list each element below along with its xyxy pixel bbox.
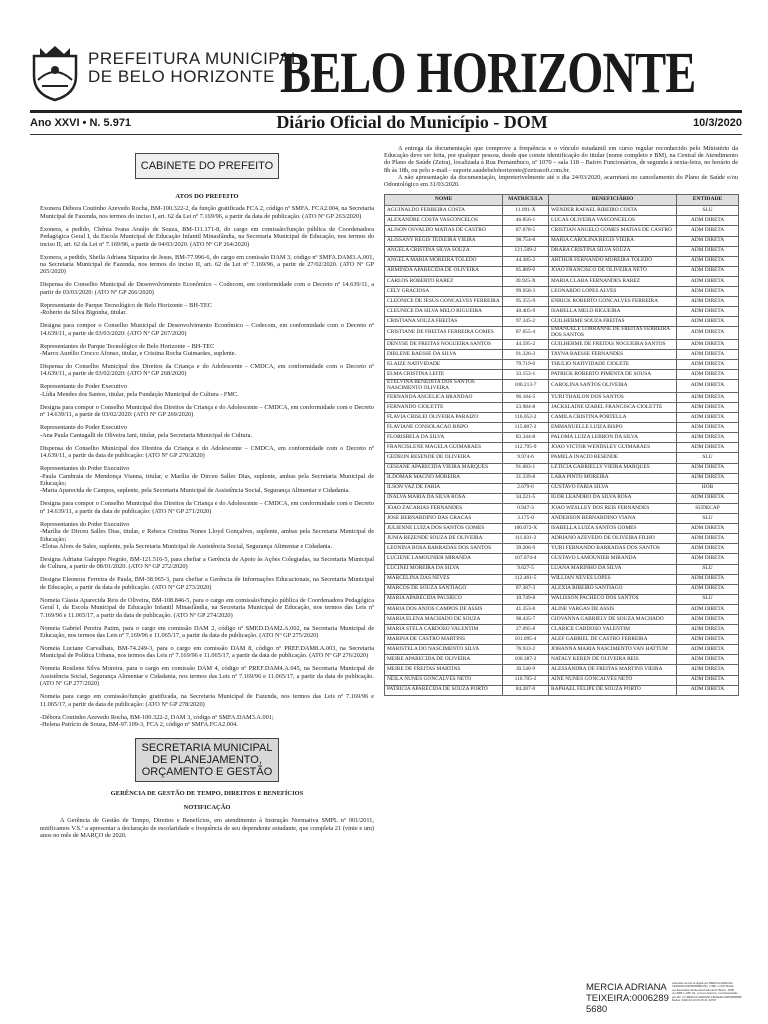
cell-beneficiario: AINE NUNES GONCALVES NETO xyxy=(549,675,677,685)
cell-beneficiario: ALINE VARGAS DE ASSIS xyxy=(549,604,677,614)
cell-matricula: 110.705-2 xyxy=(503,675,549,685)
cell-matricula: 111.031-2 xyxy=(503,534,549,544)
cell-nome: ILDOMAR MAGNO MOREIRA xyxy=(385,473,503,483)
cell-entidade: ADM DIRETA xyxy=(677,327,739,340)
cell-entidade: ADM DIRETA xyxy=(677,655,739,665)
dependents-table xyxy=(384,194,739,696)
act-paragraph: Nomeia Rosilene Silva Moreira, para o cargo em comissão DAM 4, código nº PREF.DAM4.A.045, na Secretaria Municipal de Assistência Social, Segurança Alimentar e Cidadania, nos termos das Leis nº 7.169/96 e 11.065/17, a partir da data de publicação. (ATO Nº GP 277/2020) xyxy=(40,665,374,688)
cell-matricula: 121.509-2 xyxy=(503,246,549,256)
cell-nome: JOSE BERNARDINO DAS GRACAS xyxy=(385,514,503,524)
table-row xyxy=(385,594,739,604)
cell-nome: CRISTIANA SOUZA FREITAS xyxy=(385,317,503,327)
cell-nome: FLAVIA CRISLEI OLIVEIRA PARAIZO xyxy=(385,413,503,423)
cell-entidade: ADM DIRETA xyxy=(677,266,739,276)
cell-nome: ANGELA CRISTINA SILVA SOUZA xyxy=(385,246,503,256)
cell-beneficiario: IGOR LEANDRO DA SILVA ROSA xyxy=(549,493,677,503)
column-header-entidade: ENTIDADE xyxy=(677,195,739,206)
act-paragraph: Dispensa do Conselho Municipal dos Direitos da Criança e do Adolescente - CMDCA, em conformidade com o Decreto nº 14.639/11, a partir de 03/02/2020: (ATO Nº GP 268/2020) xyxy=(40,363,374,378)
table-row xyxy=(385,297,739,307)
cell-matricula: 10.749-8 xyxy=(503,594,549,604)
cell-matricula: 115.807-2 xyxy=(503,423,549,433)
act-paragraph: Representante do Poder Executivo -Ana Paula Cantagalli de Oliveira Iani, titular, pela Secretaria Municipal de Cultura. xyxy=(40,424,253,439)
cell-entidade: ADM DIRETA xyxy=(677,423,739,433)
cell-nome: FERNANDA ANGELICA BRANDAO xyxy=(385,392,503,402)
cell-nome: NEILA NUNES GONCALVES NETO xyxy=(385,675,503,685)
cell-entidade: HOB xyxy=(677,483,739,493)
cell-entidade: ADM DIRETA xyxy=(677,216,739,226)
cell-matricula: 100.213-7 xyxy=(503,380,549,393)
table-row xyxy=(385,514,739,524)
cell-matricula: 79.719-0 xyxy=(503,360,549,370)
cell-entidade: SLU xyxy=(677,594,739,604)
notification-instructions xyxy=(384,145,738,188)
table-header-row xyxy=(385,195,739,206)
cell-matricula: 91.683-1 xyxy=(503,463,549,473)
cell-entidade: ADM DIRETA xyxy=(677,635,739,645)
cell-nome: CLEUNICE DA SILVA MELO RIGUEIRA xyxy=(385,307,503,317)
act-paragraph: Nomeia para cargo em comissão/função gratificada, na Secretaria Municipal de Fazenda, nos termos das Leis nº 7.169/96 e 11.065/17, a partir da data de publicação: (ATO Nº GP 278/2020) xyxy=(40,693,374,708)
cell-nome: ILSON VAZ DE FARIA xyxy=(385,483,503,493)
table-row xyxy=(385,544,739,554)
cell-beneficiario: YURI FERNANDO BARRADAS DOS SANTOS xyxy=(549,544,677,554)
cell-entidade: ADM DIRETA xyxy=(677,339,739,349)
cell-entidade: ADM DIRETA xyxy=(677,534,739,544)
cell-beneficiario: THULIO NATIVIDADE CIOLETE xyxy=(549,360,677,370)
cell-matricula: 87.387-3 xyxy=(503,584,549,594)
cell-entidade: ADM DIRETA xyxy=(677,246,739,256)
cell-nome: JOAO ZACARIAS FERNANDES xyxy=(385,503,503,513)
cell-nome: AGUINALDO FERREIRA COSTA xyxy=(385,206,503,216)
cell-beneficiario: DRARA CRISTINA SILVA SOUZA xyxy=(549,246,677,256)
table-row xyxy=(385,534,739,544)
cell-matricula: 98.435-7 xyxy=(503,614,549,624)
signature-stamp xyxy=(586,982,669,1015)
cell-matricula: 23.984-8 xyxy=(503,403,549,413)
act-paragraph: Exonera, a pedido, Chênia Ivana Araújo de Souza, BM-111.171-8, do cargo em comissão/função pública de Coordenadora Pedagógica Geral I, da Escola Municipal de Educação Infantil Minasfândia, na Secretaria Municipal de Educação, nos termos do inciso II, art. 62 da Lei nº 7.169/96, a partir de 04/03/2020. (ATO Nº GP 264/2020) xyxy=(40,225,374,248)
table-row xyxy=(385,226,739,236)
cell-beneficiario: ENRICK ROBERTO GONCALVES FERREIRA xyxy=(549,297,677,307)
edition-bar xyxy=(30,110,742,132)
cell-beneficiario: JOHANNA MARIA NASCIMENTO VAN HATTUM xyxy=(549,645,677,655)
cell-entidade: SLU xyxy=(677,514,739,524)
cell-nome: FLAVIANE CONSOLACAO BISPO xyxy=(385,423,503,433)
cell-matricula: 40.405-9 xyxy=(503,307,549,317)
cell-entidade: SLU xyxy=(677,206,739,216)
prefeitura-line-2: DE BELO HORIZONTE xyxy=(88,67,276,86)
cell-nome: LEONINA ROSA BARRADAS DOS SANTOS xyxy=(385,544,503,554)
cell-matricula: 46.856-1 xyxy=(503,216,549,226)
table-row xyxy=(385,483,739,493)
cell-entidade: ADM DIRETA xyxy=(677,524,739,534)
cell-nome: CLEONICE DE JESUS GONCALVES FERREIRA xyxy=(385,297,503,307)
cell-matricula: 100.072-X xyxy=(503,524,549,534)
signer-name-line-3: 5680 xyxy=(586,1004,608,1015)
cell-nome: CRISTIANE DE FREITAS FERREIRA GOMES xyxy=(385,327,503,340)
cell-beneficiario: GUILHERME SOUZA FREITAS xyxy=(549,317,677,327)
act-paragraph: Designa Eleonora Ferreira de Paula, BM-38.965-3, para chefiar a Gerência de Informações Educacionais, na Secretaria Municipal de Educação, a partir da data de publicação. (ATO Nº GP 273/2020) xyxy=(40,576,374,591)
cell-beneficiario: JOAO WESLLEY DOS REIS FERNANDES xyxy=(549,503,677,513)
table-row xyxy=(385,317,739,327)
act-paragraph: Representante do Poder Executivo -Lídia Mendes dos Santos, titular, pela Fundação Municipal de Cultura - FMC. xyxy=(40,383,239,398)
signature-details: Assinado de forma digital por MERCIA ADRIANA TEIXEIRA:00062895680 DN: c=BR, o=ICP-Brasil, ou=Secretaria da Receita Federal do Brasil - RFB, ou=RFB e-CPF A3, ou=(em branco), ou=Autenticado por AR, cn=MERCIA ADRIANA TEIXEIRA:00062895680 Dados: 2020.03.10 00:15:11 -03'00' xyxy=(672,981,742,1003)
cell-entidade: ADM DIRETA xyxy=(677,317,739,327)
table-row xyxy=(385,655,739,665)
cell-beneficiario: EMMANUELLE LUIZA BISPO xyxy=(549,423,677,433)
act-paragraph: Designa Adriana Galuppo Negrão, BM-121.516-5, para chefiar a Gerência de Apoio às Ações Colegiadas, na Secretaria Municipal de Cultura, a partir de 08/01/2020. (ATO Nº GP 272/2020) xyxy=(40,555,374,571)
publication-date: 10/3/2020 xyxy=(693,116,742,129)
cell-matricula: 39.925-X xyxy=(503,276,549,286)
cell-beneficiario: CLARICE CARDOSO VALENTIM xyxy=(549,625,677,635)
cell-matricula: 96.184-5 xyxy=(503,392,549,402)
table-row xyxy=(385,665,739,675)
column-header-beneficiario: BENEFICIÁRIO xyxy=(549,195,677,206)
act-paragraph: Designa para compor o Conselho Municipal dos Direitos da Criança e do Adolescente – CMDCA, em conformidade com o Decreto nº 14.639/11, a partir de 03/02/2020: (ATO Nº GP 269/2020) xyxy=(40,403,374,419)
act-paragraph: Nomeia Cássia Aparecida Reis de Oliveira, BM-108.846-5, para o cargo em comissão/função pública de Coordenadora Pedagógica Geral I, da Escola Municipal de Educação Infantil Minasfândia, na Secretaria Municipal de Educação, nos termos das Leis nº 7.169/96 e 11.065/17, a partir da data de publicação. (ATO Nº GP 274/2020) xyxy=(40,596,374,619)
table-row xyxy=(385,604,739,614)
cell-entidade: ADM DIRETA xyxy=(677,544,739,554)
cell-nome: INALVA MARIA DA SILVA ROSA xyxy=(385,493,503,503)
cell-entidade: ADM DIRETA xyxy=(677,403,739,413)
table-row xyxy=(385,473,739,483)
cell-entidade: ADM DIRETA xyxy=(677,604,739,614)
cell-beneficiario: LARA PINTO MOREIRA xyxy=(549,473,677,483)
left-column xyxy=(40,145,374,845)
cell-nome: GESIANE APARECIDA VIEIRA MARQUES xyxy=(385,463,503,473)
cell-matricula: 30.540-9 xyxy=(503,665,549,675)
cell-entidade: ADM DIRETA xyxy=(677,276,739,286)
cell-nome: LUCIENE LAMOUNIER MIRANDA xyxy=(385,554,503,564)
cell-nome: MARIA DOS ANJOS CAMPOS DE ASSIS xyxy=(385,604,503,614)
cell-entidade: ADM DIRETA xyxy=(677,463,739,473)
cell-entidade: ADM DIRETA xyxy=(677,574,739,584)
cell-matricula: 31.339-8 xyxy=(503,473,549,483)
table-row xyxy=(385,246,739,256)
signer-name-line-1: MERCIA ADRIANA xyxy=(586,982,667,993)
table-row xyxy=(385,625,739,635)
table-row xyxy=(385,286,739,296)
table-row xyxy=(385,463,739,473)
cell-matricula: 112.461-5 xyxy=(503,574,549,584)
cell-beneficiario: YURI THAILON DOS SANTOS xyxy=(549,392,677,402)
cell-beneficiario: ALESSANDRA DE FREITAS MARTINS VIEIRA xyxy=(549,665,677,675)
cell-beneficiario: LUANA MARINHO DA SILVA xyxy=(549,564,677,574)
cell-matricula: 112.795-9 xyxy=(503,443,549,453)
cell-beneficiario: WALISSON PACHECO DOS SANTOS xyxy=(549,594,677,604)
section-header-planejamento: SECRETARIA MUNICIPAL DE PLANEJAMENTO, ORÇAMENTO E GESTÃO xyxy=(135,738,279,782)
cell-beneficiario: PAMELA INACIO RESENDE xyxy=(549,453,677,463)
act-paragraph: Nomeia Gabriel Pereira Patim, para o cargo em comissão DAM 2, código nº SMED.DAM2.A.002, na Secretaria Municipal de Educação, nos termos das Leis nº 7.169/96 e 11.065/17, a partir da data de publicação. (ATO Nº GP 275/2020) xyxy=(40,624,374,639)
table-row xyxy=(385,392,739,402)
cell-beneficiario: TAYNA BAESSE FERNANDES xyxy=(549,350,677,360)
cell-entidade: ADM DIRETA xyxy=(677,236,739,246)
acts-list xyxy=(40,205,374,728)
cell-matricula: 87.655-4 xyxy=(503,327,549,340)
cell-beneficiario: ISABELLA MELO RIGUEIRA xyxy=(549,307,677,317)
cell-nome: LUCINEI MOREIRA DA SILVA xyxy=(385,564,503,574)
table-row xyxy=(385,216,739,226)
act-paragraph: Designa para compor o Conselho Municipal de Desenvolvimento Econômico – Codecom, em conformidade com o Decreto nº 14.639/11, a partir de 03/03/2020: (ATO Nº GP 267/2020) xyxy=(40,322,374,337)
table-row xyxy=(385,276,739,286)
prefeitura-name xyxy=(88,50,301,86)
table-row xyxy=(385,675,739,685)
cell-beneficiario: GUSTAVO LAMOUNIER MIRANDA xyxy=(549,554,677,564)
cell-matricula: 107.074-4 xyxy=(503,554,549,564)
cell-beneficiario: CAMILA CRISTINA PORTELLA xyxy=(549,413,677,423)
cell-matricula: 101.095-4 xyxy=(503,635,549,645)
cell-nome: MARCOS DE SOUZA SANTIAGO xyxy=(385,584,503,594)
cell-matricula: 9.627-5 xyxy=(503,564,549,574)
cell-matricula: 2.679-6 xyxy=(503,483,549,493)
cell-beneficiario: CAROLINA SANTOS OLIVEIRA xyxy=(549,380,677,393)
cell-beneficiario: LETICIA GABRIELLY VIEIRA MARQUES xyxy=(549,463,677,473)
cell-beneficiario: PALOMA LUIZA LEBRON DA SILVA xyxy=(549,433,677,443)
table-row xyxy=(385,266,739,276)
cell-matricula: 44.595-2 xyxy=(503,339,549,349)
cell-nome: JUNIA REZENDE SOUZA DE OLIVEIRA xyxy=(385,534,503,544)
cell-entidade: ADM DIRETA xyxy=(677,493,739,503)
table-row xyxy=(385,584,739,594)
cell-beneficiario: ALEF GABRIEL DE CASTRO FERREIRA xyxy=(549,635,677,645)
prefeitura-line-1: PREFEITURA MUNICIPAL xyxy=(88,49,301,68)
act-paragraph: Designa para compor o Conselho Municipal dos Direitos da Criança e do Adolescente – CMDCA, em conformidade com o Decreto nº 14.639/11, a partir da data de publicação: (ATO Nº GP 271/2020) xyxy=(40,500,374,515)
cell-entidade: ADM DIRETA xyxy=(677,665,739,675)
table-row xyxy=(385,524,739,534)
cell-beneficiario: RAPHAEL FELIPE DE SOUZA PORTO xyxy=(549,685,677,695)
cell-entidade: ADM DIRETA xyxy=(677,350,739,360)
table-row xyxy=(385,685,739,695)
instruction-paragraph: A entrega da documentação que comprove a frequência e o vínculo estudantil em curso regular reconhecido pelo Ministério da Educação deve ser feita, por qualquer pessoa, desde que conste identificação do titular (nome completo e BM), na Central de Atendimento do Plano de Saúde (Zetra), localizada à Rua Pernambuco, nº 1070 – sala 118 – Bairro Funcionários, de segunda à sexta-feira, no horário de 8h às 18h, ou pelo e-mail - suporte.saudebelohorizonte@zetrasoft.com.br. xyxy=(384,145,738,174)
cell-matricula: 83.344-8 xyxy=(503,433,549,443)
cell-matricula: 11.091-X xyxy=(503,206,549,216)
cell-beneficiario: WENDER RAFAEL RIBEIRO COSTA xyxy=(549,206,677,216)
cell-matricula: 41.353-8 xyxy=(503,604,549,614)
cell-beneficiario: EMANUELE LORRANNE DE FREITAS FERREIRA DOS SANTOS xyxy=(549,327,677,340)
instruction-paragraph: A não apresentação da documentação, impreterivelmente até o dia 24/03/2020, acarretará no cancelamento do Plano de Saúde e/ou Odontológico em 31/03/2020. xyxy=(384,173,738,189)
table-row xyxy=(385,433,739,443)
cell-nome: ARMINDA APARECIDA DE OLIVEIRA xyxy=(385,266,503,276)
cell-beneficiario: JACKSLAINE IZABEL FRANCISCA CIOLETTE xyxy=(549,403,677,413)
cell-beneficiario: PATRICK ROBERTO PIMENTA DE SOUSA xyxy=(549,370,677,380)
table-row xyxy=(385,453,739,463)
cell-entidade: SLU xyxy=(677,564,739,574)
table-row xyxy=(385,503,739,513)
cell-beneficiario: ADRIANO AZEVEDO DE OLIVEIRA FILHO xyxy=(549,534,677,544)
cell-nome: ETELVINA BENEDITA DOS SANTOS NASCIMENTO OLIVEIRA xyxy=(385,380,503,393)
cell-entidade: ADM DIRETA xyxy=(677,286,739,296)
table-row xyxy=(385,350,739,360)
cell-nome: MARIA APARECIDA PACHECO xyxy=(385,594,503,604)
cell-nome: MARINA DE CASTRO MARTINS xyxy=(385,635,503,645)
cell-matricula: 9.974-6 xyxy=(503,453,549,463)
table-row xyxy=(385,256,739,266)
cell-nome: ELAIZE NATIVIDADE xyxy=(385,360,503,370)
act-paragraph: Dispensa do Conselho Municipal dos Direitos da Criança e do Adolescente – CMDCA, em conformidade com o Decreto nº 14.639/11, a partir da data de publicação: (ATO Nº GP 270/2020) xyxy=(40,444,374,460)
cell-nome: FERNANDO CIOLETTE xyxy=(385,403,503,413)
cell-entidade: ADM DIRETA xyxy=(677,413,739,423)
table-row xyxy=(385,339,739,349)
cell-entidade: SUDECAP xyxy=(677,503,739,513)
cell-nome: ANGELA MARIA MOREIRA TOLEDO xyxy=(385,256,503,266)
act-paragraph: Representantes do Poder Executivo -Marília de Dirceu Salles Dias, titular, e Rebeca Cristina Nunes Lloyd Gonçalves, suplente, ambas pela Secretaria Municipal de Educação; -Eloisa Alves de Sales, suplente, pela Secretaria Municipal de Assistência Social, Segurança Alimentar e Cidadania. xyxy=(40,520,374,550)
cell-matricula: 98.754-8 xyxy=(503,236,549,246)
cell-entidade: ADM DIRETA xyxy=(677,297,739,307)
table-row xyxy=(385,206,739,216)
cell-beneficiario: ALEXIA RIBEIRO SANTIAGO xyxy=(549,584,677,594)
cell-entidade: ADM DIRETA xyxy=(677,614,739,624)
table-row xyxy=(385,493,739,503)
cell-nome: ALISSANY REGIS TEIXEIRA VIEIRA xyxy=(385,236,503,246)
notificacao-text: A Gerência de Gestão de Tempo, Direitos e Benefícios, em atendimento à Instrução Normativa SMPL nº 001/2011, notificamos V.S.ª a apresentar a declaração de escolaridade e frequência de seu dependente estudante, que completa 21 (vinte e um) anos no mês de MARÇO de 2020. xyxy=(40,817,374,840)
table-row xyxy=(385,403,739,413)
cell-nome: CARLOS ROBERTO RAREZ xyxy=(385,276,503,286)
edition-number: Ano XXVI • N. 5.971 xyxy=(30,116,132,129)
signer-name-line-2: TEIXEIRA:0006289 xyxy=(586,993,669,1004)
cell-nome: MARIA STELA CARDOSO VALENTIM xyxy=(385,625,503,635)
cell-entidade: ADM DIRETA xyxy=(677,380,739,393)
table-row xyxy=(385,307,739,317)
cell-matricula: 106.387-2 xyxy=(503,655,549,665)
cell-beneficiario: ISABELLA LUIZA SANTOS GOMES xyxy=(549,524,677,534)
cell-nome: DENYSE DE FREITAS NOGUEIRA SANTOS xyxy=(385,339,503,349)
cell-matricula: 34.221-5 xyxy=(503,493,549,503)
cell-nome: CELY GRACIOSA xyxy=(385,286,503,296)
masthead-title: BELO HORIZONTE xyxy=(280,40,696,105)
publication-name: Diário Oficial do Município - DOM xyxy=(276,112,548,132)
act-paragraph: Exonera, a pedido, Sheila Adriana Siqueira de Jesus, BM-77.996-6, do cargo em comissão DAM 3, código nº SMFA.DAM3.A.001, na Secretaria Municipal de Fazenda, nos termos do inciso II, art. 62 da Lei nº 7.169/96, a partir de 27/02/2020. (ATO Nº GP 265/2020) xyxy=(40,253,374,276)
cell-beneficiario: NATALY KEREN DE OLIVEIRA REIS xyxy=(549,655,677,665)
masthead xyxy=(30,38,742,110)
cell-entidade: ADM DIRETA xyxy=(677,645,739,655)
atos-heading: ATOS DO PREFEITO xyxy=(175,193,239,200)
cell-matricula: 39.206-9 xyxy=(503,544,549,554)
table-row xyxy=(385,443,739,453)
cell-matricula: 44.385-2 xyxy=(503,256,549,266)
cell-matricula: 3.175-0 xyxy=(503,514,549,524)
act-paragraph: Representantes do Parque Tecnológico de Belo Horizonte – BH-TEC -Marco Aurélio Crocco Afonso, titular, e Cristina Rocha Guimarães, suplente. xyxy=(40,342,237,358)
table-row xyxy=(385,423,739,433)
cell-entidade: ADM DIRETA xyxy=(677,433,739,443)
table-row xyxy=(385,236,739,246)
cell-beneficiario: GIOVANNA GABRIELY DE SOUZA MACHADO xyxy=(549,614,677,624)
cell-matricula: 97.345-2 xyxy=(503,317,549,327)
act-paragraph: -Débora Coutinho Azevedo Rocha, BM-100.322-2, DAM 3, código nº SMFA.DAM3.A.001; -Helena Patrício de Souza, BM-97.109-3, FCA 2, código nº SMFA.FCA2.004. xyxy=(40,713,274,728)
cell-nome: MARISTELA DO NASCIMENTO SILVA xyxy=(385,645,503,655)
cell-nome: ALEXANDRE COSTA VASCONCELOS xyxy=(385,216,503,226)
gerencia-heading: GERÊNCIA DE GESTÃO DE TEMPO, DIREITOS E BENEFÍCIOS xyxy=(110,790,304,798)
cell-nome: MARIA ELENA MACHADO DE SOUZA xyxy=(385,614,503,624)
table-row xyxy=(385,645,739,655)
cell-matricula: 84.287-0 xyxy=(503,685,549,695)
cell-entidade: ADM DIRETA xyxy=(677,443,739,453)
cell-nome: MARCELINA DAS NEVES xyxy=(385,574,503,584)
cell-nome: FRANCISLENE MAGELA GUIMARAES xyxy=(385,443,503,453)
section-header-gabinete: CABINETE DO PREFEITO xyxy=(135,153,279,179)
table-row xyxy=(385,327,739,340)
cell-entidade: ADM DIRETA xyxy=(677,307,739,317)
cell-entidade: ADM DIRETA xyxy=(677,675,739,685)
table-row xyxy=(385,614,739,624)
cell-beneficiario: GUSTAVO FARIA SILVA xyxy=(549,483,677,493)
table-row xyxy=(385,554,739,564)
column-header-nome: NOME xyxy=(385,195,503,206)
cell-matricula: 0.947-3 xyxy=(503,503,549,513)
right-column xyxy=(384,145,738,696)
table-row xyxy=(385,380,739,393)
cell-beneficiario: ANDERSON BERNARDINO VIANA xyxy=(549,514,677,524)
act-paragraph: Dispensa do Conselho Municipal de Desenvolvimento Econômico – Codecom, em conformidade com o Decreto nº 14.639/11, a partir de 03/03/2020: (ATO Nº GP 266/2020) xyxy=(40,281,374,296)
cell-beneficiario: GUILHERME DE FREITAS NOGUEIRA SANTOS xyxy=(549,339,677,349)
cell-matricula: 95.355-9 xyxy=(503,297,549,307)
city-crest-icon xyxy=(30,42,80,102)
cell-entidade: ADM DIRETA xyxy=(677,554,739,564)
act-paragraph: Nomeia Luciane Carvalhais, BM-74.249-3, para o cargo em comissão DAM 8, código nº PREF.DAM8.A.003, na Secretaria Municipal de Política Urbana, nos termos das Leis nº 7.169/96 e 11.065/17, a partir da data de publicação. (ATO Nº GP 276/2020) xyxy=(40,644,374,660)
cell-beneficiario: ARTHUR FERNANDO MOREIRA TOLEDO xyxy=(549,256,677,266)
cell-entidade: ADM DIRETA xyxy=(677,392,739,402)
cell-entidade: ADM DIRETA xyxy=(677,226,739,236)
table-row xyxy=(385,413,739,423)
cell-beneficiario: MARIA CAROLINA REGIS VIEIRA xyxy=(549,236,677,246)
cell-entidade: ADM DIRETA xyxy=(677,360,739,370)
notificacao-heading: NOTIFICAÇÃO xyxy=(183,803,231,811)
header-divider xyxy=(30,134,742,135)
cell-nome: MEIRE DE FREITAS MARTINS xyxy=(385,665,503,675)
table-row xyxy=(385,635,739,645)
cell-beneficiario: JOAO FRANCISCO DE OLIVEIRA NETO xyxy=(549,266,677,276)
cell-nome: JULIENNE LUIZA DOS SANTOS GOMES xyxy=(385,524,503,534)
cell-matricula: 87.078-5 xyxy=(503,226,549,236)
cell-beneficiario: CRISTIAN ANGELO GOMES MATIAS DE CASTRO xyxy=(549,226,677,236)
cell-entidade: ADM DIRETA xyxy=(677,473,739,483)
cell-entidade: ADM DIRETA xyxy=(677,625,739,635)
cell-nome: GEDEON RESENDE DE OLIVEIRA xyxy=(385,453,503,463)
table-row xyxy=(385,370,739,380)
cell-matricula: 76.933-2 xyxy=(503,645,549,655)
cell-entidade: SLU xyxy=(677,453,739,463)
act-paragraph: Exonera Débora Coutinho Azevedo Rocha, BM-100.322-2, da função gratificada FCA 2, código nº SMFA. FCA2.004, na Secretaria Municipal de Fazenda, nos termos do inciso I, art. 62 da Lei nº 7.169/96, a partir da data de publicação. (ATO Nº GP 263/2020) xyxy=(40,205,374,220)
cell-entidade: ADM DIRETA xyxy=(677,584,739,594)
cell-entidade: ADM DIRETA xyxy=(677,685,739,695)
cell-beneficiario: LUCAS OLIVEIRA VASCONCELOS xyxy=(549,216,677,226)
cell-beneficiario: LEONARDO LOPES ALVES xyxy=(549,286,677,296)
cell-matricula: 91.326-3 xyxy=(503,350,549,360)
cell-entidade: ADM DIRETA xyxy=(677,256,739,266)
cell-beneficiario: JOAO VICTOR WENDSLEY GUIMARAES xyxy=(549,443,677,453)
cell-beneficiario: WILLIAN NEVES LOPES xyxy=(549,574,677,584)
cell-beneficiario: MARIA CLARA FERNANDES RAREZ xyxy=(549,276,677,286)
cell-matricula: 99.958-3 xyxy=(503,286,549,296)
cell-matricula: 33.153-1 xyxy=(503,370,549,380)
cell-matricula: 116.052-2 xyxy=(503,413,549,423)
table-row xyxy=(385,360,739,370)
cell-matricula: 27.095-8 xyxy=(503,625,549,635)
act-paragraph: Representante do Parque Tecnológico de Belo Horizonte – BH-TEC -Roberto da Silva Bigonha, titular. xyxy=(40,301,212,317)
act-paragraph: Representantes do Poder Executivo -Paula Cambraia de Mendonça Vianna, titular, e Marília de Dirceu Salles Dias, suplente, ambas pela Secretaria Municipal de Educação; -Maria Aparecida de Campos, suplente, pela Secretaria Municipal de Assistência Social, Segurança Alimentar e Cidadania. xyxy=(40,465,374,495)
cell-nome: ALISON OSVALDO MATIAS DE CASTRO xyxy=(385,226,503,236)
cell-nome: MEIRE APARECIDA DE OLIVEIRA xyxy=(385,655,503,665)
cell-entidade: ADM DIRETA xyxy=(677,370,739,380)
cell-nome: DIRLENE BAESSE DA SILVA xyxy=(385,350,503,360)
cell-nome: PATRICIA APARECIDA DE SOUZA PORTO xyxy=(385,685,503,695)
table-row xyxy=(385,564,739,574)
table-row xyxy=(385,574,739,584)
column-header-matricula: MATRÍCULA xyxy=(503,195,549,206)
cell-nome: ELMA CRISTINA LEITE xyxy=(385,370,503,380)
cell-matricula: 85.889-0 xyxy=(503,266,549,276)
cell-nome: FLORISBELA DA SILVA xyxy=(385,433,503,443)
